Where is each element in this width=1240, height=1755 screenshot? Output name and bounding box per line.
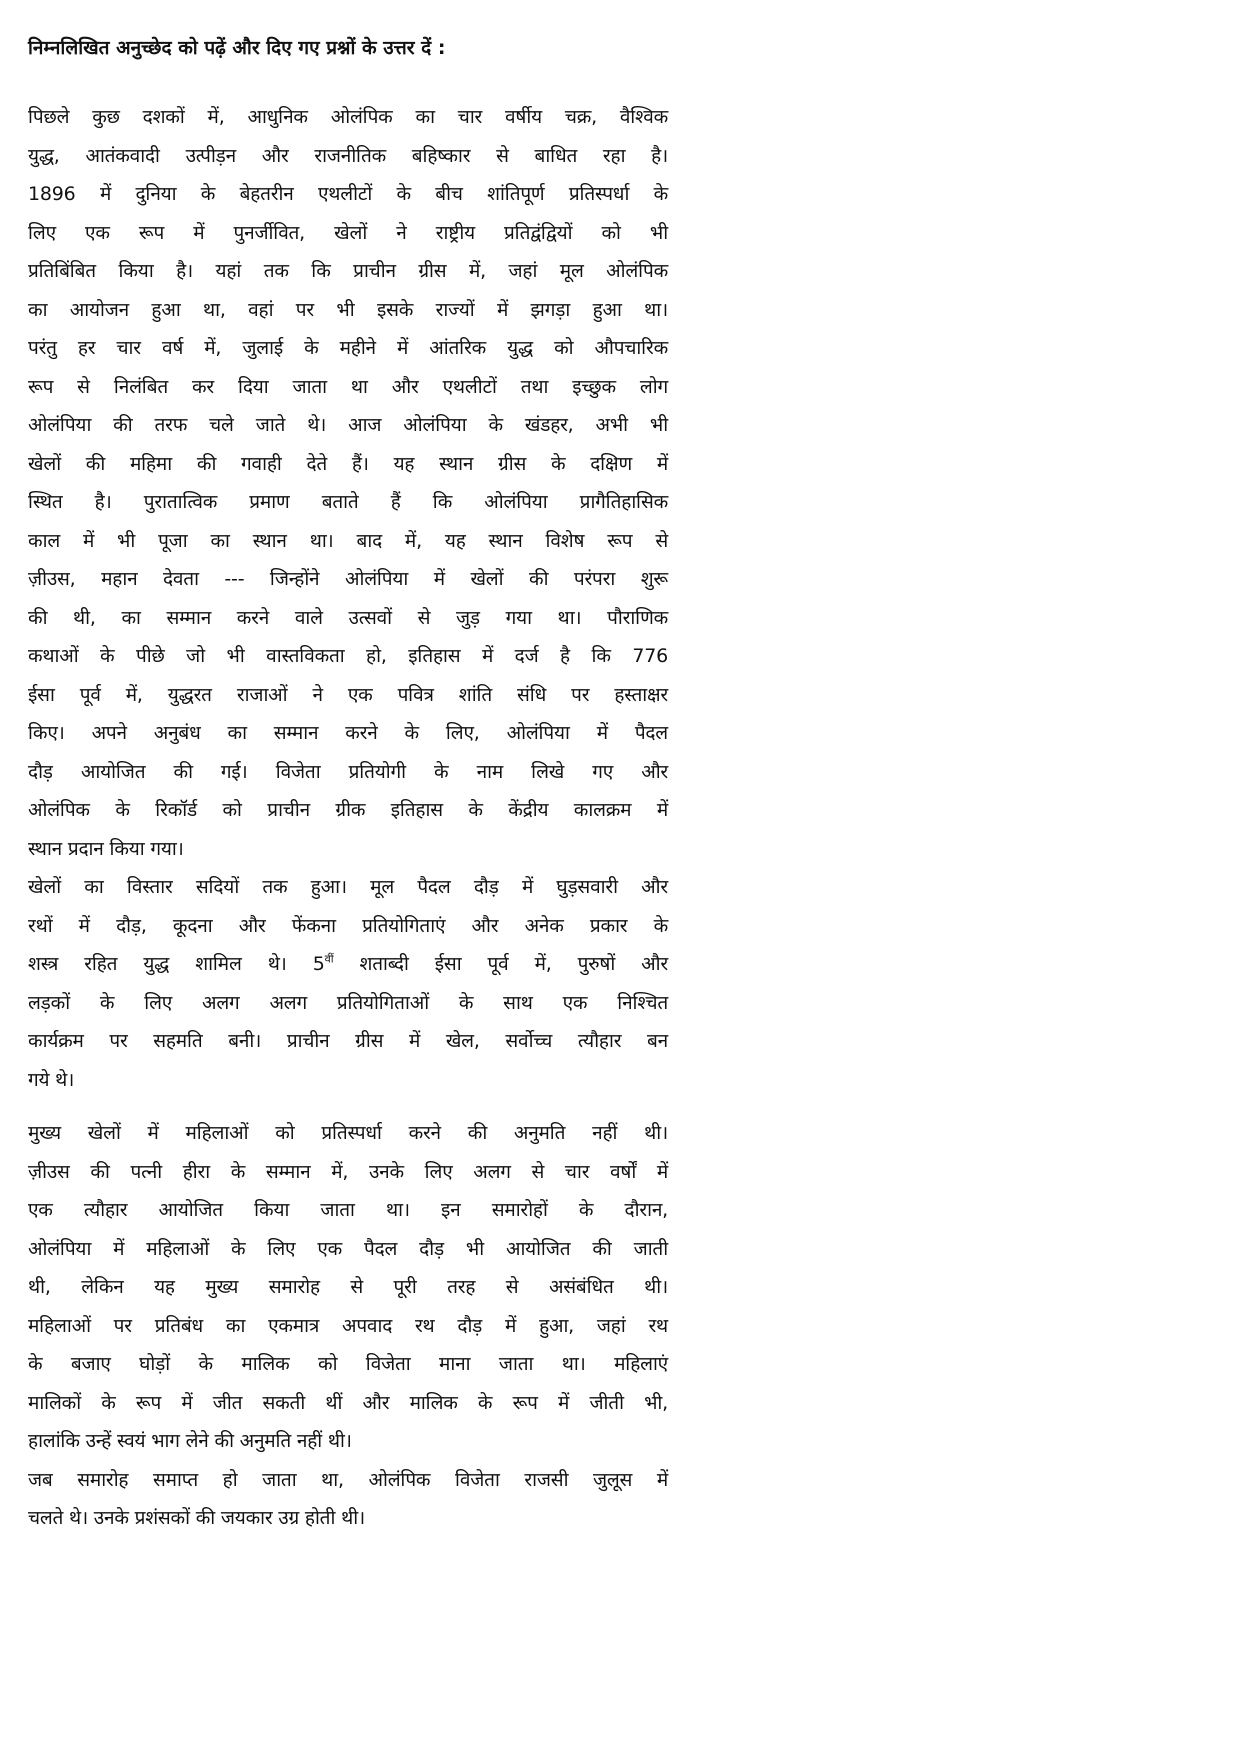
text-line: युद्ध, आतंकवादी उत्पीड़न और राजनीतिक बहिष्कार से बाधित रहा है। (28, 145, 668, 167)
text-line: लड़कों के लिए अलग अलग प्रतियोगिताओं के साथ एक निश्चित (28, 992, 668, 1014)
line-start: शस्त्र रहित युद्ध शामिल थे। 5 (28, 953, 325, 975)
text-line: रूप से निलंबित कर दिया जाता था और एथलीटों तथा इच्छुक लोग (28, 376, 668, 398)
text-line: ओलंपिक के रिकॉर्ड को प्राचीन ग्रीक इतिहास के केंद्रीय कालक्रम में (28, 799, 668, 821)
text-line: एक त्यौहार आयोजित किया जाता था। इन समारोहों के दौरान, (28, 1199, 668, 1221)
line-end: शताब्दी ईसा पूर्व में, पुरुषों और (333, 953, 668, 975)
text-line: मालिकों के रूप में जीत सकती थीं और मालिक के रूप में जीती भी, (28, 1392, 668, 1414)
text-line: परंतु हर चार वर्ष में, जुलाई के महीने में आंतरिक युद्ध को औपचारिक (28, 337, 668, 359)
text-line: की थी, का सम्मान करने वाले उत्सवों से जुड़ गया था। पौराणिक (28, 607, 668, 629)
text-line: 1896 में दुनिया के बेहतरीन एथलीटों के बीच शांतिपूर्ण प्रतिस्पर्धा के (28, 183, 668, 205)
text-line: लिए एक रूप में पुनर्जीवित, खेलों ने राष्ट्रीय प्रतिद्वंद्वियों को भी (28, 222, 668, 244)
text-line: ज़ीउस की पत्नी हीरा के सम्मान में, उनके लिए अलग से चार वर्षों में (28, 1161, 668, 1183)
text-line: महिलाओं पर प्रतिबंध का एकमात्र अपवाद रथ दौड़ में हुआ, जहां रथ (28, 1315, 668, 1337)
text-line: खेलों का विस्तार सदियों तक हुआ। मूल पैदल दौड़ में घुड़सवारी और (28, 876, 668, 898)
text-line: कार्यक्रम पर सहमति बनी। प्राचीन ग्रीस में खेल, सर्वोच्च त्यौहार बन (28, 1030, 668, 1052)
text-line: के बजाए घोड़ों के मालिक को विजेता माना जाता था। महिलाएं (28, 1353, 668, 1375)
text-line: स्थान प्रदान किया गया। (28, 838, 184, 860)
text-line: चलते थे। उनके प्रशंसकों की जयकार उग्र होती थी। (28, 1507, 365, 1529)
text-line: ज़ीउस, महान देवता --- जिन्होंने ओलंपिया में खेलों की परंपरा शुरू (28, 568, 668, 590)
text-line: थी, लेकिन यह मुख्य समारोह से पूरी तरह से असंबंधित थी। (28, 1276, 668, 1298)
text-line: किए। अपने अनुबंध का सम्मान करने के लिए, ओलंपिया में पैदल (28, 722, 668, 744)
text-line: खेलों की महिमा की गवाही देते हैं। यह स्थान ग्रीस के दक्षिण में (28, 453, 668, 475)
text-line: स्थित है। पुरातात्विक प्रमाण बताते हैं कि ओलंपिया प्रागैतिहासिक (28, 491, 668, 513)
text-line: दौड़ आयोजित की गई। विजेता प्रतियोगी के नाम लिखे गए और (28, 761, 668, 783)
instruction-heading: निम्नलिखित अनुच्छेद को पढ़ें और दिए गए प्रश्नों के उत्तर दें : (28, 37, 446, 59)
text-line: काल में भी पूजा का स्थान था। बाद में, यह स्थान विशेष रूप से (28, 530, 668, 552)
text-line: का आयोजन हुआ था, वहां पर भी इसके राज्यों में झगड़ा हुआ था। (28, 299, 668, 321)
text-line: जब समारोह समाप्त हो जाता था, ओलंपिक विजेता राजसी जुलूस में (28, 1469, 668, 1491)
ordinal-superscript: वीं (324, 952, 334, 966)
text-line: कथाओं के पीछे जो भी वास्तविकता हो, इतिहास में दर्ज है कि 776 (28, 645, 668, 667)
text-line: हालांकि उन्हें स्वयं भाग लेने की अनुमति नहीं थी। (28, 1430, 352, 1452)
text-line: ओलंपिया में महिलाओं के लिए एक पैदल दौड़ भी आयोजित की जाती (28, 1238, 668, 1260)
text-line: ओलंपिया की तरफ चले जाते थे। आज ओलंपिया के खंडहर, अभी भी (28, 414, 668, 436)
text-line: रथों में दौड़, कूदना और फेंकना प्रतियोगिताएं और अनेक प्रकार के (28, 915, 668, 937)
text-line: पिछले कुछ दशकों में, आधुनिक ओलंपिक का चार वर्षीय चक्र, वैश्विक (28, 106, 668, 128)
text-line-with-superscript (28, 949, 668, 979)
text-line: ईसा पूर्व में, युद्धरत राजाओं ने एक पवित्र शांति संधि पर हस्ताक्षर (28, 684, 668, 706)
text-line: प्रतिबिंबित किया है। यहां तक कि प्राचीन ग्रीस में, जहां मूल ओलंपिक (28, 260, 668, 282)
text-line: मुख्य खेलों में महिलाओं को प्रतिस्पर्धा करने की अनुमति नहीं थी। (28, 1122, 668, 1144)
text-line: गये थे। (28, 1069, 75, 1091)
